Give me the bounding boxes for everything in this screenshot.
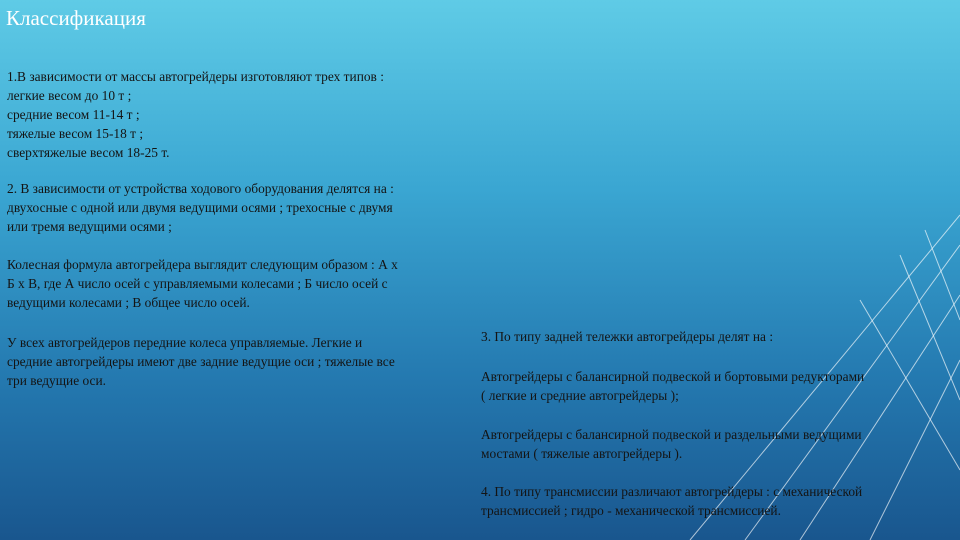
text-line: три ведущие оси. xyxy=(7,373,106,388)
text-line: У всех автогрейдеров передние колеса управляемые. Легкие и xyxy=(7,335,363,350)
text-line: Автогрейдеры с балансирной подвеской и раздельными ведущими xyxy=(481,427,862,442)
text-line: средние весом 11-14 т ; xyxy=(7,107,140,122)
slide-title: Классификация xyxy=(6,6,146,30)
transmission-paragraph xyxy=(481,482,951,520)
text-line: 4. По типу трансмиссии различают автогрейдеры : с механической xyxy=(481,484,863,499)
text-line: 3. По типу задней тележки автогрейдеры делят на : xyxy=(481,329,774,344)
text-line: Автогрейдеры с балансирной подвеской и бортовыми редукторами xyxy=(481,369,865,384)
text-line: двухосные с одной или двумя ведущими осями ; трехосные с двумя xyxy=(7,200,393,215)
text-line: Колесная формула автогрейдера выглядит следующим образом : А х xyxy=(7,257,398,272)
running-gear-paragraph xyxy=(7,179,482,236)
text-line: мостами ( тяжелые автогрейдеры ). xyxy=(481,446,683,461)
steered-wheels-paragraph xyxy=(7,333,482,390)
text-line: средние автогрейдеры имеют две задние ведущие оси ; тяжелые все xyxy=(7,354,395,369)
text-line: 1.В зависимости от массы автогрейдеры изготовляют трех типов : xyxy=(7,69,384,84)
balancer-side-reducers-paragraph xyxy=(481,367,951,405)
text-line: ( легкие и средние автогрейдеры ); xyxy=(481,388,679,403)
text-line: тяжелые весом 15-18 т ; xyxy=(7,126,144,141)
wheel-formula-paragraph xyxy=(7,255,482,312)
mass-classification-paragraph xyxy=(7,67,482,162)
text-line: Б х В, где А число осей с управляемыми колесами ; Б число осей с xyxy=(7,276,388,291)
text-line: трансмиссией ; гидро - механической трансмиссией. xyxy=(481,503,781,518)
text-line: или тремя ведущими осями ; xyxy=(7,219,172,234)
text-line: сверхтяжелые весом 18-25 т. xyxy=(7,145,170,160)
text-line: ведущими колесами ; В общее число осей. xyxy=(7,295,250,310)
balancer-separate-axles-paragraph xyxy=(481,425,951,463)
text-line: легкие весом до 10 т ; xyxy=(7,88,132,103)
rear-bogie-heading xyxy=(481,327,951,346)
text-line: 2. В зависимости от устройства ходового оборудования делятся на : xyxy=(7,181,394,196)
